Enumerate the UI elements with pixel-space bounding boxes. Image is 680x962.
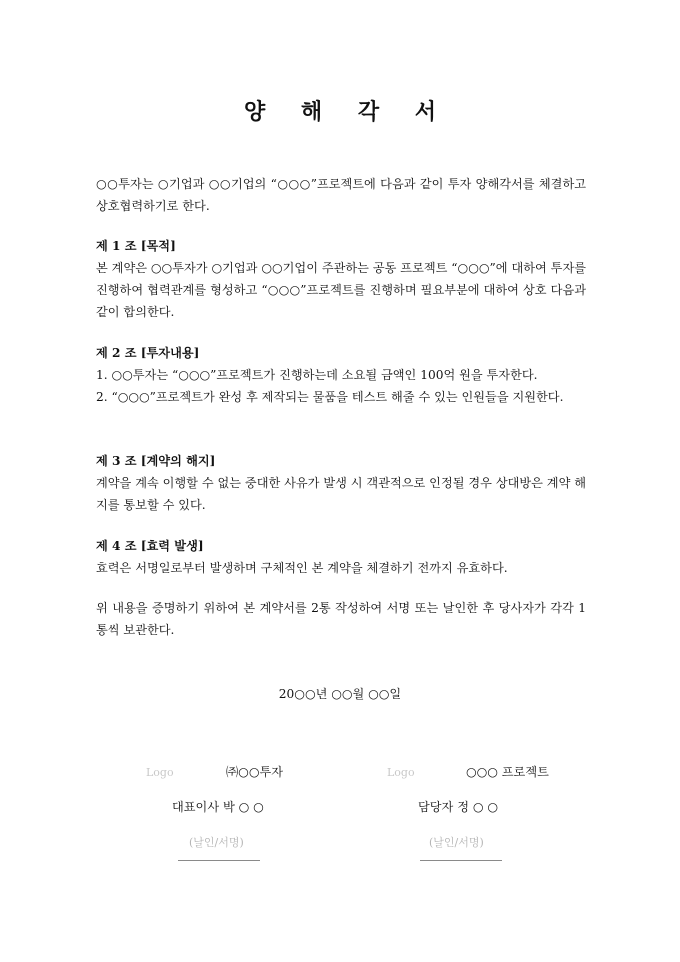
document-title: 양 해 각 서 xyxy=(244,99,450,125)
left-signature-line xyxy=(178,860,260,861)
right-logo-placeholder: Logo xyxy=(387,766,415,779)
article-4 xyxy=(96,535,586,579)
article-1 xyxy=(96,235,586,323)
closing-section xyxy=(96,597,586,641)
article-4-paragraph: 효력은 서명일로부터 발생하며 구체적인 본 계약을 체결하기 전까지 유효하다. xyxy=(96,561,508,575)
intro-paragraph: ○○투자는 ○기업과 ○○기업의 “○○○”프로젝트에 다음과 같이 투자 양해각서를 체결하고 상호협력하기로 한다. xyxy=(96,177,586,213)
article-3 xyxy=(96,450,586,516)
article-3-heading: 제 3 조 [계약의 해지] xyxy=(96,454,216,468)
right-company-name: ○○○ 프로젝트 xyxy=(466,765,549,779)
right-signature-line xyxy=(420,860,502,861)
article-2-item-1: 1. ○○투자는 “○○○”프로젝트가 진행하는데 소요될 금액인 100억 원을 투자한다. xyxy=(96,368,538,382)
article-1-heading: 제 1 조 [목적] xyxy=(96,239,176,253)
left-company-name: ㈜○○투자 xyxy=(226,765,284,779)
right-seal-placeholder: (날인/서명) xyxy=(429,836,484,849)
left-signatory: 대표이사 박 ○ ○ xyxy=(172,800,264,814)
article-2 xyxy=(96,342,586,408)
intro-section xyxy=(96,173,586,217)
article-3-paragraph: 계약을 계속 이행할 수 없는 중대한 사유가 발생 시 객관적으로 인정될 경우 상대방은 계약 해지를 통보할 수 있다. xyxy=(96,476,586,512)
article-2-item-2: 2. “○○○”프로젝트가 완성 후 제작되는 물품을 테스트 해줄 수 있는 인원들을 지원한다. xyxy=(96,390,564,404)
document-date: 20○○년 ○○월 ○○일 xyxy=(278,687,402,701)
article-1-paragraph: 본 계약은 ○○투자가 ○기업과 ○○기업이 주관하는 공동 프로젝트 “○○○”에 대하여 투자를 진행하여 협력관계를 형성하고 “○○○”프로젝트를 진행하며 필요부분에 대하여 상호 다음과 같이 합의한다. xyxy=(96,261,586,319)
left-logo-placeholder: Logo xyxy=(146,766,174,779)
article-4-heading: 제 4 조 [효력 발생] xyxy=(96,539,204,553)
right-signatory: 담당자 정 ○ ○ xyxy=(418,800,498,814)
article-2-heading: 제 2 조 [투자내용] xyxy=(96,346,200,360)
left-seal-placeholder: (날인/서명) xyxy=(189,836,244,849)
closing-paragraph: 위 내용을 증명하기 위하여 본 계약서를 2통 작성하여 서명 또는 날인한 후 당사자가 각각 1통씩 보관한다. xyxy=(96,601,586,637)
